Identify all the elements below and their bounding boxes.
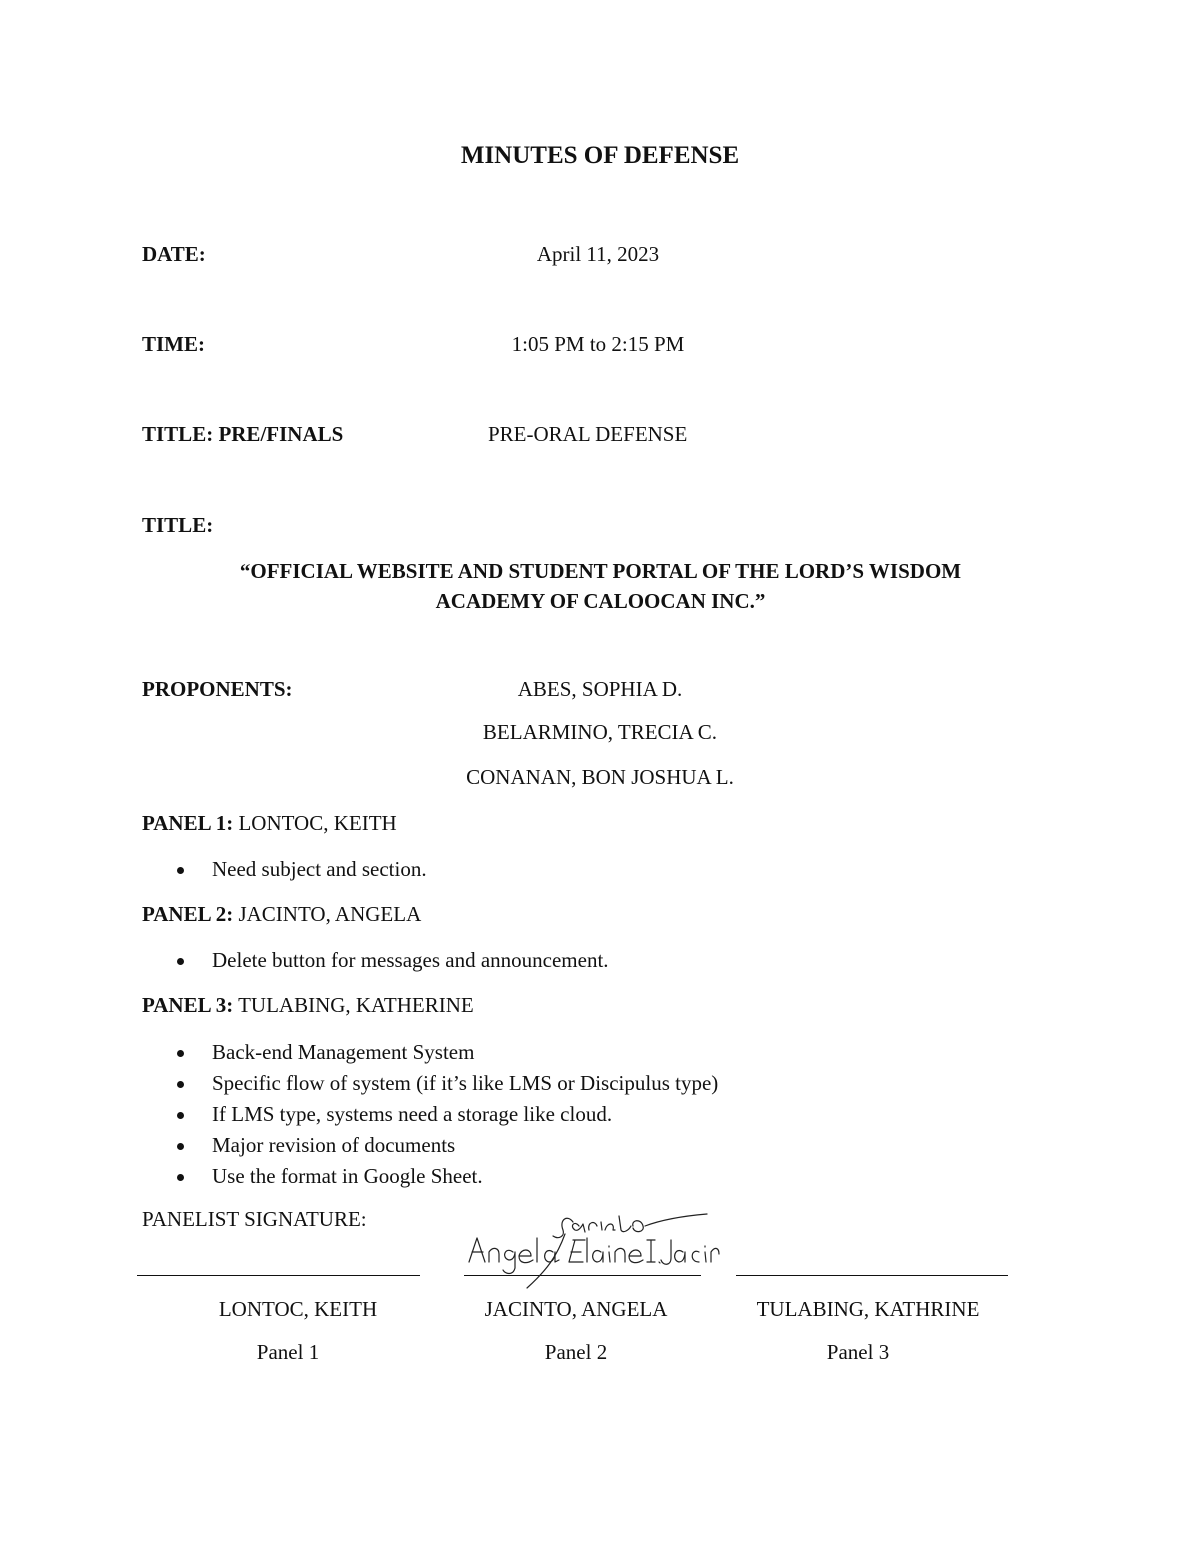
signatory-name-panel-3: TULABING, KATHRINE	[756, 1297, 980, 1321]
defense-type-value: PRE-ORAL DEFENSE	[488, 422, 688, 446]
comment-item: If LMS type, systems need a storage like cloud.	[170, 1099, 718, 1130]
comment-item: Major revision of documents	[170, 1130, 718, 1161]
thesis-title	[28, 556, 1173, 616]
signatory-name-panel-1: LONTOC, KEITH	[218, 1297, 378, 1321]
proponent-name: ABES, SOPHIA D.	[517, 677, 683, 701]
time-label: TIME:	[142, 332, 205, 356]
signatory-role-panel-1: Panel 1	[256, 1340, 320, 1364]
panel-2-heading	[142, 902, 421, 927]
document-title: MINUTES OF DEFENSE	[460, 142, 740, 169]
panel-3-comments	[170, 1037, 718, 1192]
comment-item: Delete button for messages and announcement.	[170, 945, 609, 976]
time-value: 1:05 PM to 2:15 PM	[511, 332, 685, 356]
panel-3-name: TULABING, KATHERINE	[238, 993, 474, 1017]
panel-2-comments	[170, 945, 609, 976]
panel-3-label: PANEL 3:	[142, 993, 234, 1017]
panel-3-heading	[142, 993, 474, 1018]
comment-item: Back-end Management System	[170, 1037, 718, 1068]
signature-line-panel-3	[736, 1275, 1008, 1276]
comment-item: Use the format in Google Sheet.	[170, 1161, 718, 1192]
panel-1-name: LONTOC, KEITH	[238, 811, 397, 835]
signatory-name-panel-2: JACINTO, ANGELA	[484, 1297, 668, 1321]
date-value: April 11, 2023	[536, 242, 660, 266]
defense-type-label: TITLE: PRE/FINALS	[142, 422, 344, 446]
thesis-title-line-1: “OFFICIAL WEBSITE AND STUDENT PORTAL OF THE LORD’S WISDOM	[239, 559, 962, 583]
signatory-role-panel-3: Panel 3	[826, 1340, 890, 1364]
proponent-name: CONANAN, BON JOSHUA L.	[466, 765, 734, 789]
panel-1-heading	[142, 811, 397, 836]
signature-line-panel-1	[137, 1275, 420, 1276]
thesis-title-line-2: ACADEMY OF CALOOCAN INC.”	[435, 589, 766, 613]
panel-2-name: JACINTO, ANGELA	[238, 902, 422, 926]
handwritten-signature	[455, 1200, 725, 1295]
comment-item: Need subject and section.	[170, 854, 427, 885]
panel-1-label: PANEL 1:	[142, 811, 234, 835]
date-label: DATE:	[142, 242, 206, 266]
panel-1-comments	[170, 854, 427, 885]
proponents-label: PROPONENTS:	[142, 677, 293, 701]
comment-item: Specific flow of system (if it’s like LMS or Discipulus type)	[170, 1068, 718, 1099]
title-label: TITLE:	[142, 513, 214, 537]
panelist-signature-label: PANELIST SIGNATURE:	[142, 1207, 367, 1231]
proponent-name: BELARMINO, TRECIA C.	[482, 720, 718, 744]
signature-line-panel-2	[464, 1275, 701, 1276]
signatory-role-panel-2: Panel 2	[544, 1340, 608, 1364]
panel-2-label: PANEL 2:	[142, 902, 234, 926]
